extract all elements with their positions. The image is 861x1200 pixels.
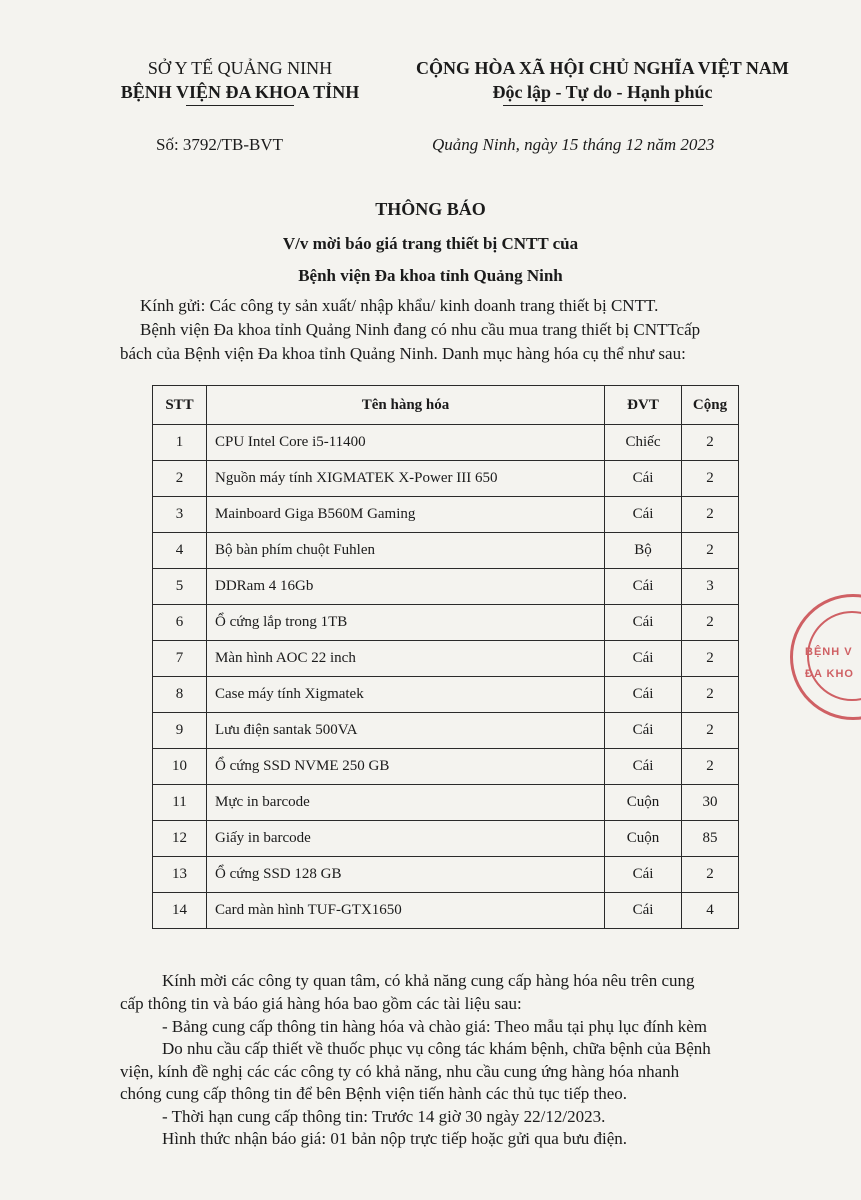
cell-name: Nguồn máy tính XIGMATEK X-Power III 650: [207, 461, 605, 497]
national-motto: [380, 56, 825, 106]
cell-unit: Cái: [605, 641, 682, 677]
cell-stt: 7: [153, 641, 207, 677]
footer-line5: viện, kính đề nghị các các công ty có khả năng, nhu cầu cung ứng hàng hóa nhanh: [120, 1062, 680, 1081]
header-stt: STT: [153, 386, 207, 425]
document-subject-line1: V/v mời báo giá trang thiết bị CNTT của: [282, 234, 579, 253]
cell-stt: 8: [153, 677, 207, 713]
header-unit: ĐVT: [605, 386, 682, 425]
cell-name: Ổ cứng SSD 128 GB: [207, 857, 605, 893]
table-row: [153, 641, 739, 677]
document-subject-line2: Bệnh viện Đa khoa tỉnh Quảng Ninh: [298, 266, 563, 285]
cell-qty: 2: [682, 425, 739, 461]
footer-line1: Kính mời các công ty quan tâm, có khả năng cung cấp hàng hóa nêu trên cung: [162, 971, 695, 990]
cell-qty: 2: [682, 461, 739, 497]
cell-qty: 2: [682, 605, 739, 641]
document-title: THÔNG BÁO: [375, 199, 486, 219]
red-seal-stamp: [790, 594, 861, 720]
footer-line6: chóng cung cấp thông tin để bên Bệnh viện tiến hành các thủ tục tiếp theo.: [120, 1084, 628, 1103]
cell-qty: 2: [682, 641, 739, 677]
cell-unit: Cái: [605, 677, 682, 713]
org-underline: [186, 105, 294, 106]
footer-line3: - Bảng cung cấp thông tin hàng hóa và chào giá: Theo mẫu tại phụ lục đính kèm: [162, 1017, 707, 1036]
table-row: [153, 533, 739, 569]
table-row: [153, 425, 739, 461]
table-row: [153, 569, 739, 605]
cell-name: CPU Intel Core i5-11400: [207, 425, 605, 461]
org-parent: SỞ Y TẾ QUẢNG NINH: [147, 58, 333, 78]
cell-qty: 3: [682, 569, 739, 605]
cell-name: DDRam 4 16Gb: [207, 569, 605, 605]
cell-unit: Cuộn: [605, 785, 682, 821]
stamp-text: [805, 641, 854, 685]
header-name: Tên hàng hóa: [207, 386, 605, 425]
table-row: [153, 821, 739, 857]
cell-stt: 13: [153, 857, 207, 893]
table-row: [153, 461, 739, 497]
cell-unit: Cái: [605, 857, 682, 893]
stamp-text-line1: BỆNH V: [805, 646, 853, 658]
table-row: [153, 713, 739, 749]
cell-qty: 2: [682, 497, 739, 533]
cell-name: Ổ cứng SSD NVME 250 GB: [207, 749, 605, 785]
cell-stt: 10: [153, 749, 207, 785]
header-qty: Cộng: [682, 386, 739, 425]
cell-stt: 3: [153, 497, 207, 533]
cell-unit: Cái: [605, 497, 682, 533]
stamp-text-line2: ĐA KHO: [805, 668, 854, 680]
cell-name: Ổ cứng lắp trong 1TB: [207, 605, 605, 641]
cell-unit: Cái: [605, 713, 682, 749]
cell-qty: 2: [682, 749, 739, 785]
cell-stt: 2: [153, 461, 207, 497]
nation-name: CỘNG HÒA XÃ HỘI CHỦ NGHĨA VIỆT NAM: [416, 58, 789, 78]
table-row: [153, 785, 739, 821]
cell-qty: 30: [682, 785, 739, 821]
document-date: Quảng Ninh, ngày 15 tháng 12 năm 2023: [432, 135, 715, 154]
cell-stt: 6: [153, 605, 207, 641]
cell-unit: Cái: [605, 749, 682, 785]
cell-name: Giấy in barcode: [207, 821, 605, 857]
cell-unit: Cuộn: [605, 821, 682, 857]
cell-qty: 2: [682, 677, 739, 713]
document-number: Số: 3792/TB-BVT: [156, 135, 284, 154]
footer-line8: Hình thức nhận báo giá: 01 bản nộp trực tiếp hoặc gửi qua bưu điện.: [162, 1129, 628, 1148]
cell-name: Lưu điện santak 500VA: [207, 713, 605, 749]
cell-stt: 1: [153, 425, 207, 461]
cell-qty: 2: [682, 533, 739, 569]
table-row: [153, 749, 739, 785]
cell-name: Case máy tính Xigmatek: [207, 677, 605, 713]
cell-name: Card màn hình TUF-GTX1650: [207, 893, 605, 929]
cell-unit: Cái: [605, 893, 682, 929]
cell-unit: Cái: [605, 461, 682, 497]
table-row: [153, 677, 739, 713]
footer-line4: Do nhu cầu cấp thiết về thuốc phục vụ công tác khám bệnh, chữa bệnh của Bệnh: [162, 1039, 711, 1058]
cell-qty: 2: [682, 713, 739, 749]
goods-table: [152, 385, 739, 929]
cell-unit: Cái: [605, 569, 682, 605]
cell-qty: 2: [682, 857, 739, 893]
cell-unit: Cái: [605, 605, 682, 641]
table-row: [153, 857, 739, 893]
cell-name: Mainboard Giga B560M Gaming: [207, 497, 605, 533]
cell-name: Màn hình AOC 22 inch: [207, 641, 605, 677]
table-row: [153, 605, 739, 641]
cell-stt: 5: [153, 569, 207, 605]
org-name: BỆNH VIỆN ĐA KHOA TỈNH: [120, 82, 360, 102]
cell-stt: 12: [153, 821, 207, 857]
motto: Độc lập - Tự do - Hạnh phúc: [492, 82, 713, 102]
cell-stt: 4: [153, 533, 207, 569]
cell-stt: 11: [153, 785, 207, 821]
recipient-line: Kính gửi: Các công ty sản xuất/ nhập khẩu/ kinh doanh trang thiết bị CNTT.: [140, 296, 659, 315]
cell-qty: 4: [682, 893, 739, 929]
cell-qty: 85: [682, 821, 739, 857]
footer-line7: - Thời hạn cung cấp thông tin: Trước 14 giờ 30 ngày 22/12/2023.: [162, 1107, 606, 1126]
table-row: [153, 497, 739, 533]
cell-unit: Chiếc: [605, 425, 682, 461]
table-row: [153, 893, 739, 929]
footer-line2: cấp thông tin và báo giá hàng hóa bao gồm các tài liệu sau:: [120, 994, 522, 1013]
cell-name: Bộ bàn phím chuột Fuhlen: [207, 533, 605, 569]
cell-name: Mực in barcode: [207, 785, 605, 821]
motto-underline: [503, 105, 703, 106]
intro-line1: Bệnh viện Đa khoa tỉnh Quảng Ninh đang có nhu cầu mua trang thiết bị CNTTcấp: [140, 320, 701, 339]
cell-stt: 14: [153, 893, 207, 929]
table-header-row: [153, 386, 739, 425]
cell-stt: 9: [153, 713, 207, 749]
cell-unit: Bộ: [605, 533, 682, 569]
intro-line2: bách của Bệnh viện Đa khoa tỉnh Quảng Ninh. Danh mục hàng hóa cụ thể như sau:: [120, 344, 686, 363]
issuing-organization: [90, 56, 390, 106]
